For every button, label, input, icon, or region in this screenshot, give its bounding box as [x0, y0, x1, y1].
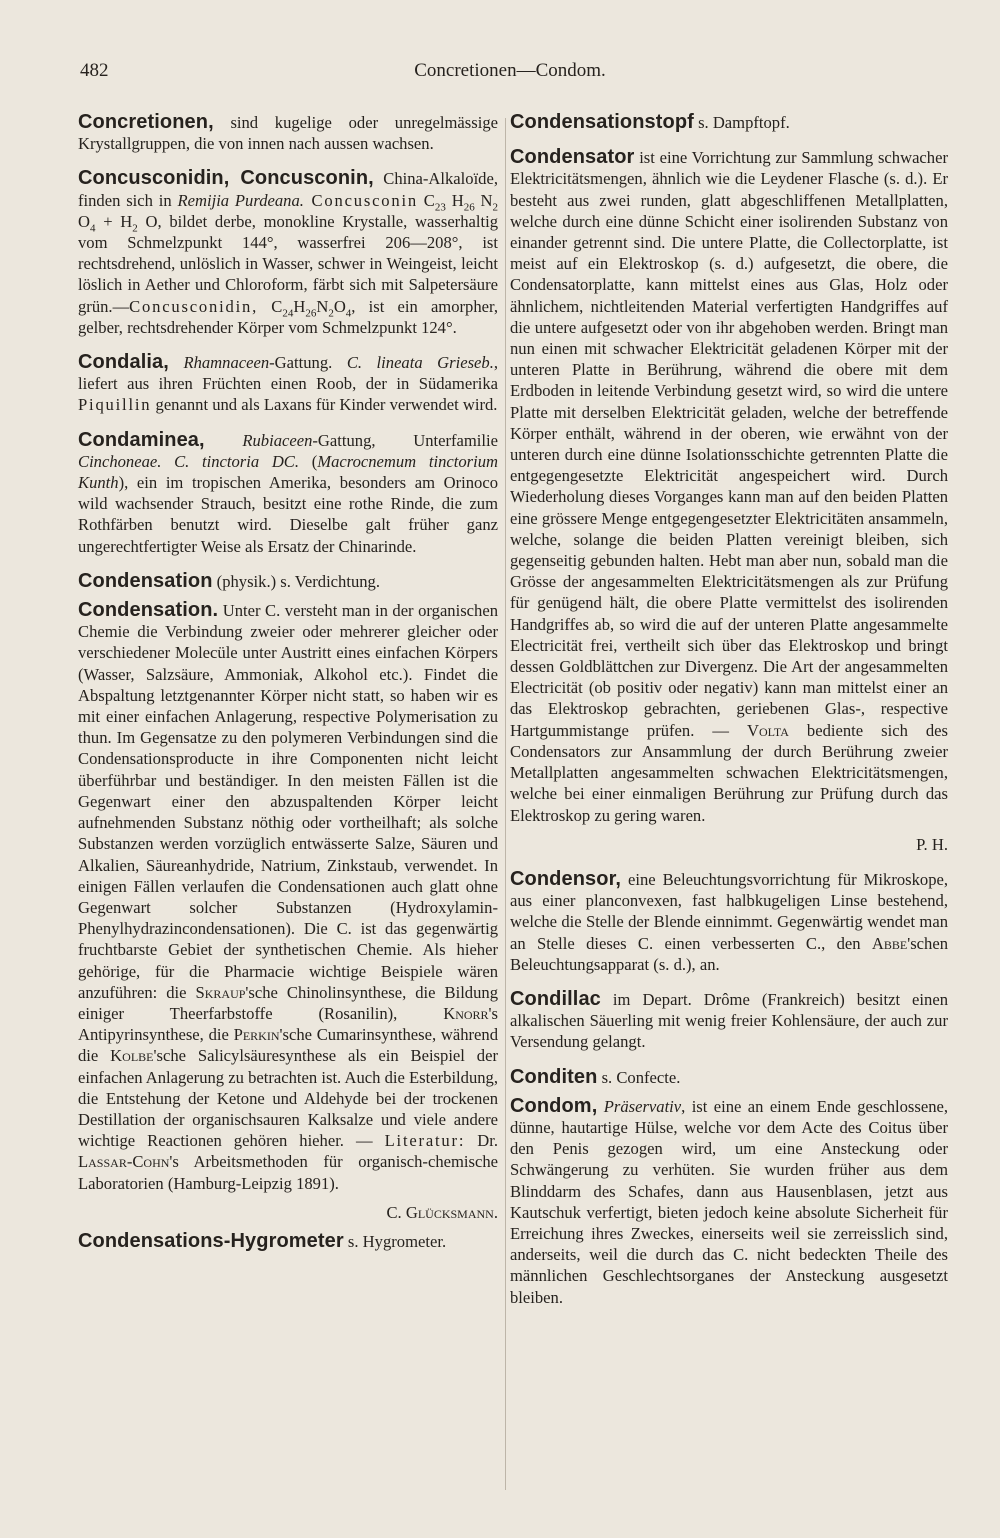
- formula-part: + H: [95, 211, 133, 231]
- smallcaps-name: Lassar-Cohn: [78, 1152, 170, 1172]
- entry-condensationstopf: [510, 112, 948, 133]
- smallcaps-name: Perkin: [233, 1025, 280, 1045]
- entry-text: -Gattung.: [269, 353, 333, 373]
- formula-part: H: [293, 296, 306, 316]
- lemma-concretionen: Concretionen,: [78, 111, 214, 133]
- entry-text: genannt und als Laxans für Kinder verwendet wird.: [151, 395, 498, 415]
- entry-text: sind kugelige oder unregelmässige Krystallgruppen, die von innen nach aussen wachsen.: [78, 113, 498, 154]
- lemma-condensation-physik: Condensation: [78, 569, 213, 592]
- formula-part: O: [333, 296, 346, 316]
- formula-part: H: [445, 190, 464, 210]
- entry-condensator: [510, 147, 948, 826]
- running-title: Concretionen—Condom.: [414, 60, 606, 81]
- lemma-condom: Condom,: [510, 1094, 598, 1117]
- formula-subscript: 24: [282, 306, 294, 319]
- italic-text: C. lineata Grieseb.: [332, 353, 494, 373]
- entry-condensation-physik: [78, 571, 498, 592]
- formula-subscript: 4: [89, 222, 96, 235]
- formula-part: C: [258, 296, 283, 316]
- smallcaps-name: Volta: [746, 720, 789, 740]
- formula-subscript: 4: [345, 306, 352, 319]
- entry-text: 'sche Cumarinsynthese, während die: [78, 1025, 498, 1066]
- entry-text: O, bildet derbe, monokline Krystalle, wasserhaltig vom Schmelzpunkt 144°, wasserfrei 206—208°, ist rechtsdrehend, unlöslich in Wasser, schwer in Weingeist, leicht löslich in Aether und Chloroform, färbt sich mit Salpetersäure grün.—: [78, 211, 498, 316]
- entry-condensation-chem: [78, 600, 498, 1194]
- spaced-text: Concusconidin,: [129, 296, 259, 316]
- entry-condom: [510, 1096, 948, 1308]
- lemma-condalia: Condalia,: [78, 351, 169, 374]
- entry-text: eine Beleuchtungsvorrichtung für Mikroskope, aus einer planconvexen, fast halbkugeligen Linse bestehend, welche die Stelle der Blende einnimmt. Gegenwärtig wendet man an Stelle dieses C. einen verbesserten C., den: [510, 869, 948, 953]
- entry-text: 'sche Chinolinsynthese, die Bildung einiger Theerfarbstoffe (Rosanilin),: [78, 982, 498, 1023]
- formula-part: N: [316, 296, 329, 316]
- page-number: 482: [80, 60, 109, 81]
- formula-subscript: 2: [132, 222, 138, 235]
- smallcaps-name: Skraup: [195, 982, 246, 1002]
- entry-condaminea: [78, 430, 498, 557]
- italic-text: Macrocnemum tinctorium Kunth: [78, 451, 498, 493]
- lemma-condaminea: Condaminea,: [78, 428, 205, 451]
- formula-subscript: 26: [463, 200, 475, 213]
- entry-text: bediente sich des Condensators zur Ansammlung der durch Berührung zweier Metallplatten angesammelten schwachen Elektricitätsmengen, welche bei einer einmaligen Berührung zur Prüfung durch das Elektroskop zu gering waren.: [510, 720, 948, 825]
- lemma-concusconidin: Concusconidin, Concusconin,: [78, 167, 374, 190]
- formula-part: N: [474, 190, 493, 210]
- smallcaps-name: Knorr: [443, 1003, 489, 1023]
- entry-text: -Gattung, Unterfamilie: [312, 430, 498, 450]
- formula-subscript: 2: [492, 200, 498, 213]
- right-column: [510, 112, 948, 1316]
- entry-text: China-Alkaloïde, finden sich in: [78, 169, 498, 210]
- italic-text: Präservativ: [597, 1096, 682, 1116]
- entry-condensor: [510, 869, 948, 975]
- spaced-text: Literatur:: [384, 1131, 466, 1151]
- entry-conditen: [510, 1067, 948, 1088]
- smallcaps-name: Abbe: [871, 933, 908, 953]
- entry-concretionen: [78, 112, 498, 154]
- italic-text: Rhamnaceen: [168, 353, 270, 373]
- spaced-text: Concusconin: [303, 190, 418, 210]
- formula-subscript: 23: [434, 200, 446, 213]
- entry-text: Unter C. versteht man in der organischen Chemie die Verbindung zweier oder mehrerer gleicher oder verschiedener Molecüle unter Austritt eines einfachen Körpers (Wasser, Salzsäure, Ammoniak, Alkohol etc.). Findet die Abspaltung letztgenannter Körper nicht statt, so haben wir es mit einer einfachen Anlagerung, respective Polymerisation zu thun. Im Gegensatze zu den polymeren Verbindungen sind die Condensationsproducte in ihre Componenten nicht leicht überführbar und beständiger. In den meisten Fällen ist die Gegenwart einer den abzuspaltenden Körper leicht aufnehmenden Substanz nöthig oder vortheilhaft; als solche Substanzen werden vorzüglich entwässerte Salze, Säuren und Alkalien, Säureanhydride, Natrium, Zinkstaub, verwendet. In einigen Fällen verlaufen die Condensationen auch glatt ohne Gegenwart solcher Substanzen (Hydroxylamin-Phenylhydrazincondensationen). Die C. ist das gegenwärtig fruchtbarste Gebiet der synthetischen Chemie. Als hieher gehörige, für die Pharmacie wichtige Beispiele wären anzuführen: die: [78, 601, 498, 1002]
- entry-condalia: [78, 352, 498, 416]
- lemma-condillac: Condillac: [510, 987, 601, 1010]
- formula-subscript: 2: [328, 306, 334, 319]
- italic-text: Remijia Purdeana.: [177, 190, 304, 210]
- entry-text: ), ein im tropischen Amerika, besonders am Orinoco wild wachsender Strauch, besitzt eine rothe Rinde, die zum Rothfärben benutzt wird. Dieselbe galt früher ganz ungerechtfertigter Weise als Ersatz der Chinarinde.: [78, 473, 498, 556]
- entry-text: 's Arbeitsmethoden für organisch-chemische Laboratorien (Hamburg-Leipzig 1891).: [78, 1152, 498, 1193]
- spaced-text: Piquillin: [78, 395, 152, 415]
- entry-text: (physik.) s. Verdichtung.: [212, 571, 380, 591]
- lemma-condensationstopf: Condensationstopf: [510, 111, 694, 133]
- entry-concusconidin: [78, 168, 498, 338]
- entry-text: ist eine Vorrichtung zur Sammlung schwacher Elektricitätsmengen, ähnlich wie die Leydener Flasche (s. d.). Er besteht aus zwei runden, glatt abgeschliffenen Metallplatten, welche durch eine dünne Schicht einer isolirenden Substanz von einander getrennt sind. Die untere Platte, die Collectorplatte, ist meist auf ein Elektroskop (s. d.) aufgesetzt, die obere, die Condensatorplatte, kann mittelst eines aus Glas, Holz oder ähnlichem, nichtleitenden Material verfertigten Handgriffes auf die untere aufgesetzt oder von ihr abgehoben werden. Bringt man nun einen mit schwacher Elektricität geladenen Körper mit der unteren Platte in Berührung, während die obere mit dem Erdboden in leitende Verbindung gesetzt wird, so wird die untere Platte mit derselben Elektricität geladen, welche der betreffende Körper enthält, während in der oberen, wie erwähnt von der unteren durch eine dünne Isolationsschichte getrennten Platte die entgegengesetzte Elektricität angespeichert wird. Durch Wiederholung dieses Vorganges kann man auf den beiden Platten eine grössere Menge entgegengesetzter Elektricitäten ansammeln, welche, solange die beiden Platten vereinigt bleiben, sich gegenseitig gebunden halten. Hebt man aber nun, sobald man die Grösse der angesammelten Elektricitätsmengen als zur Prüfung für genügend hält, die obere Platte vermittelst des isolirenden Handgriffes ab, so wird die auf der unteren Platte angesammelte Electricität frei, vertheilt sich über das Elektroskop und bringt dessen Goldblättchen zur Divergenz. Die Art der angesammelten Electricität (ob positiv oder negativ) kann man mittelst einer an das Elektroskop gebrachten, geriebenen Glas-, respective Hartgummistange prüfen. —: [510, 148, 948, 740]
- entry-condensations-hygrometer: [78, 1231, 498, 1252]
- entry-text: , ist eine an einem Ende geschlossene, dünne, hautartige Hülse, welche vor dem Acte des Coitus über den Penis gezogen wird, um eine Ansteckung oder Schwängerung zu verhüten. Sie wurden früher aus dem Blinddarm des Schafes, dann aus Hausenblasen, jetzt aus Kautschuk verfertigt, bieten jedoch keine absolute Sicherheit für Erreichung ihres Zweckes, einerseits weil sie zerreisslich sind, anderseits, weil die durch das C. nicht bedeckten Theile des männlichen Geschlechtsorganes der Ansteckung ausgesetzt bleiben.: [510, 1096, 949, 1307]
- lemma-condensation-chem: Condensation.: [78, 599, 219, 622]
- entry-text: (: [299, 451, 318, 471]
- entry-text: Dr.: [465, 1131, 499, 1151]
- entry-text: , ist ein amorpher, gelber, rechtsdrehender Körper vom Schmelzpunkt 124°.: [78, 296, 499, 337]
- lemma-condensations-hygrometer: Condensations-Hygrometer: [78, 1229, 344, 1252]
- formula-part: O: [78, 211, 90, 231]
- column-divider: [505, 118, 506, 1490]
- entry-text: im Depart. Drôme (Frankreich) besitzt einen alkalischen Säuerling mit wenig freier Kohlensäure, der auch zur Versendung gelangt.: [510, 989, 948, 1052]
- entry-text: 's Antipyrinsynthese, die: [78, 1003, 498, 1045]
- page-header: [80, 60, 940, 90]
- lemma-condensor: Condensor,: [510, 867, 622, 890]
- left-column: [78, 112, 498, 1260]
- italic-text: Rubiaceen: [204, 430, 313, 450]
- lemma-conditen: Conditen: [510, 1065, 598, 1088]
- entry-text: , liefert aus ihren Früchten einen Roob, der in Südamerika: [78, 353, 498, 394]
- lemma-condensator: Condensator: [510, 146, 635, 169]
- italic-text: Cinchoneae. C. tinctoria DC.: [78, 451, 300, 471]
- entry-text: s. Confecte.: [597, 1067, 681, 1087]
- entry-condillac: [510, 989, 948, 1053]
- smallcaps-name: Kolbe: [110, 1046, 154, 1066]
- author-signature: P. H.: [916, 834, 948, 854]
- author-signature: C. Glücksmann.: [386, 1202, 498, 1222]
- entry-text: 'schen Beleuchtungsapparat (s. d.), an.: [510, 933, 948, 974]
- entry-text: s. Hygrometer.: [343, 1231, 447, 1251]
- entry-text: 'sche Salicylsäuresynthese als ein Beispiel der einfachen Anlagerung zu betrachten ist. Auch die Esterbildung, die Entstehung der Ketone und Aldehyde bei der trockenen Destillation der organischsauren Kalksalze und viele andere wichtige Reactionen gehören hieher. —: [78, 1046, 498, 1151]
- formula-subscript: 26: [305, 306, 317, 319]
- formula-part: C: [417, 190, 435, 210]
- entry-text: s. Dampftopf.: [693, 113, 790, 132]
